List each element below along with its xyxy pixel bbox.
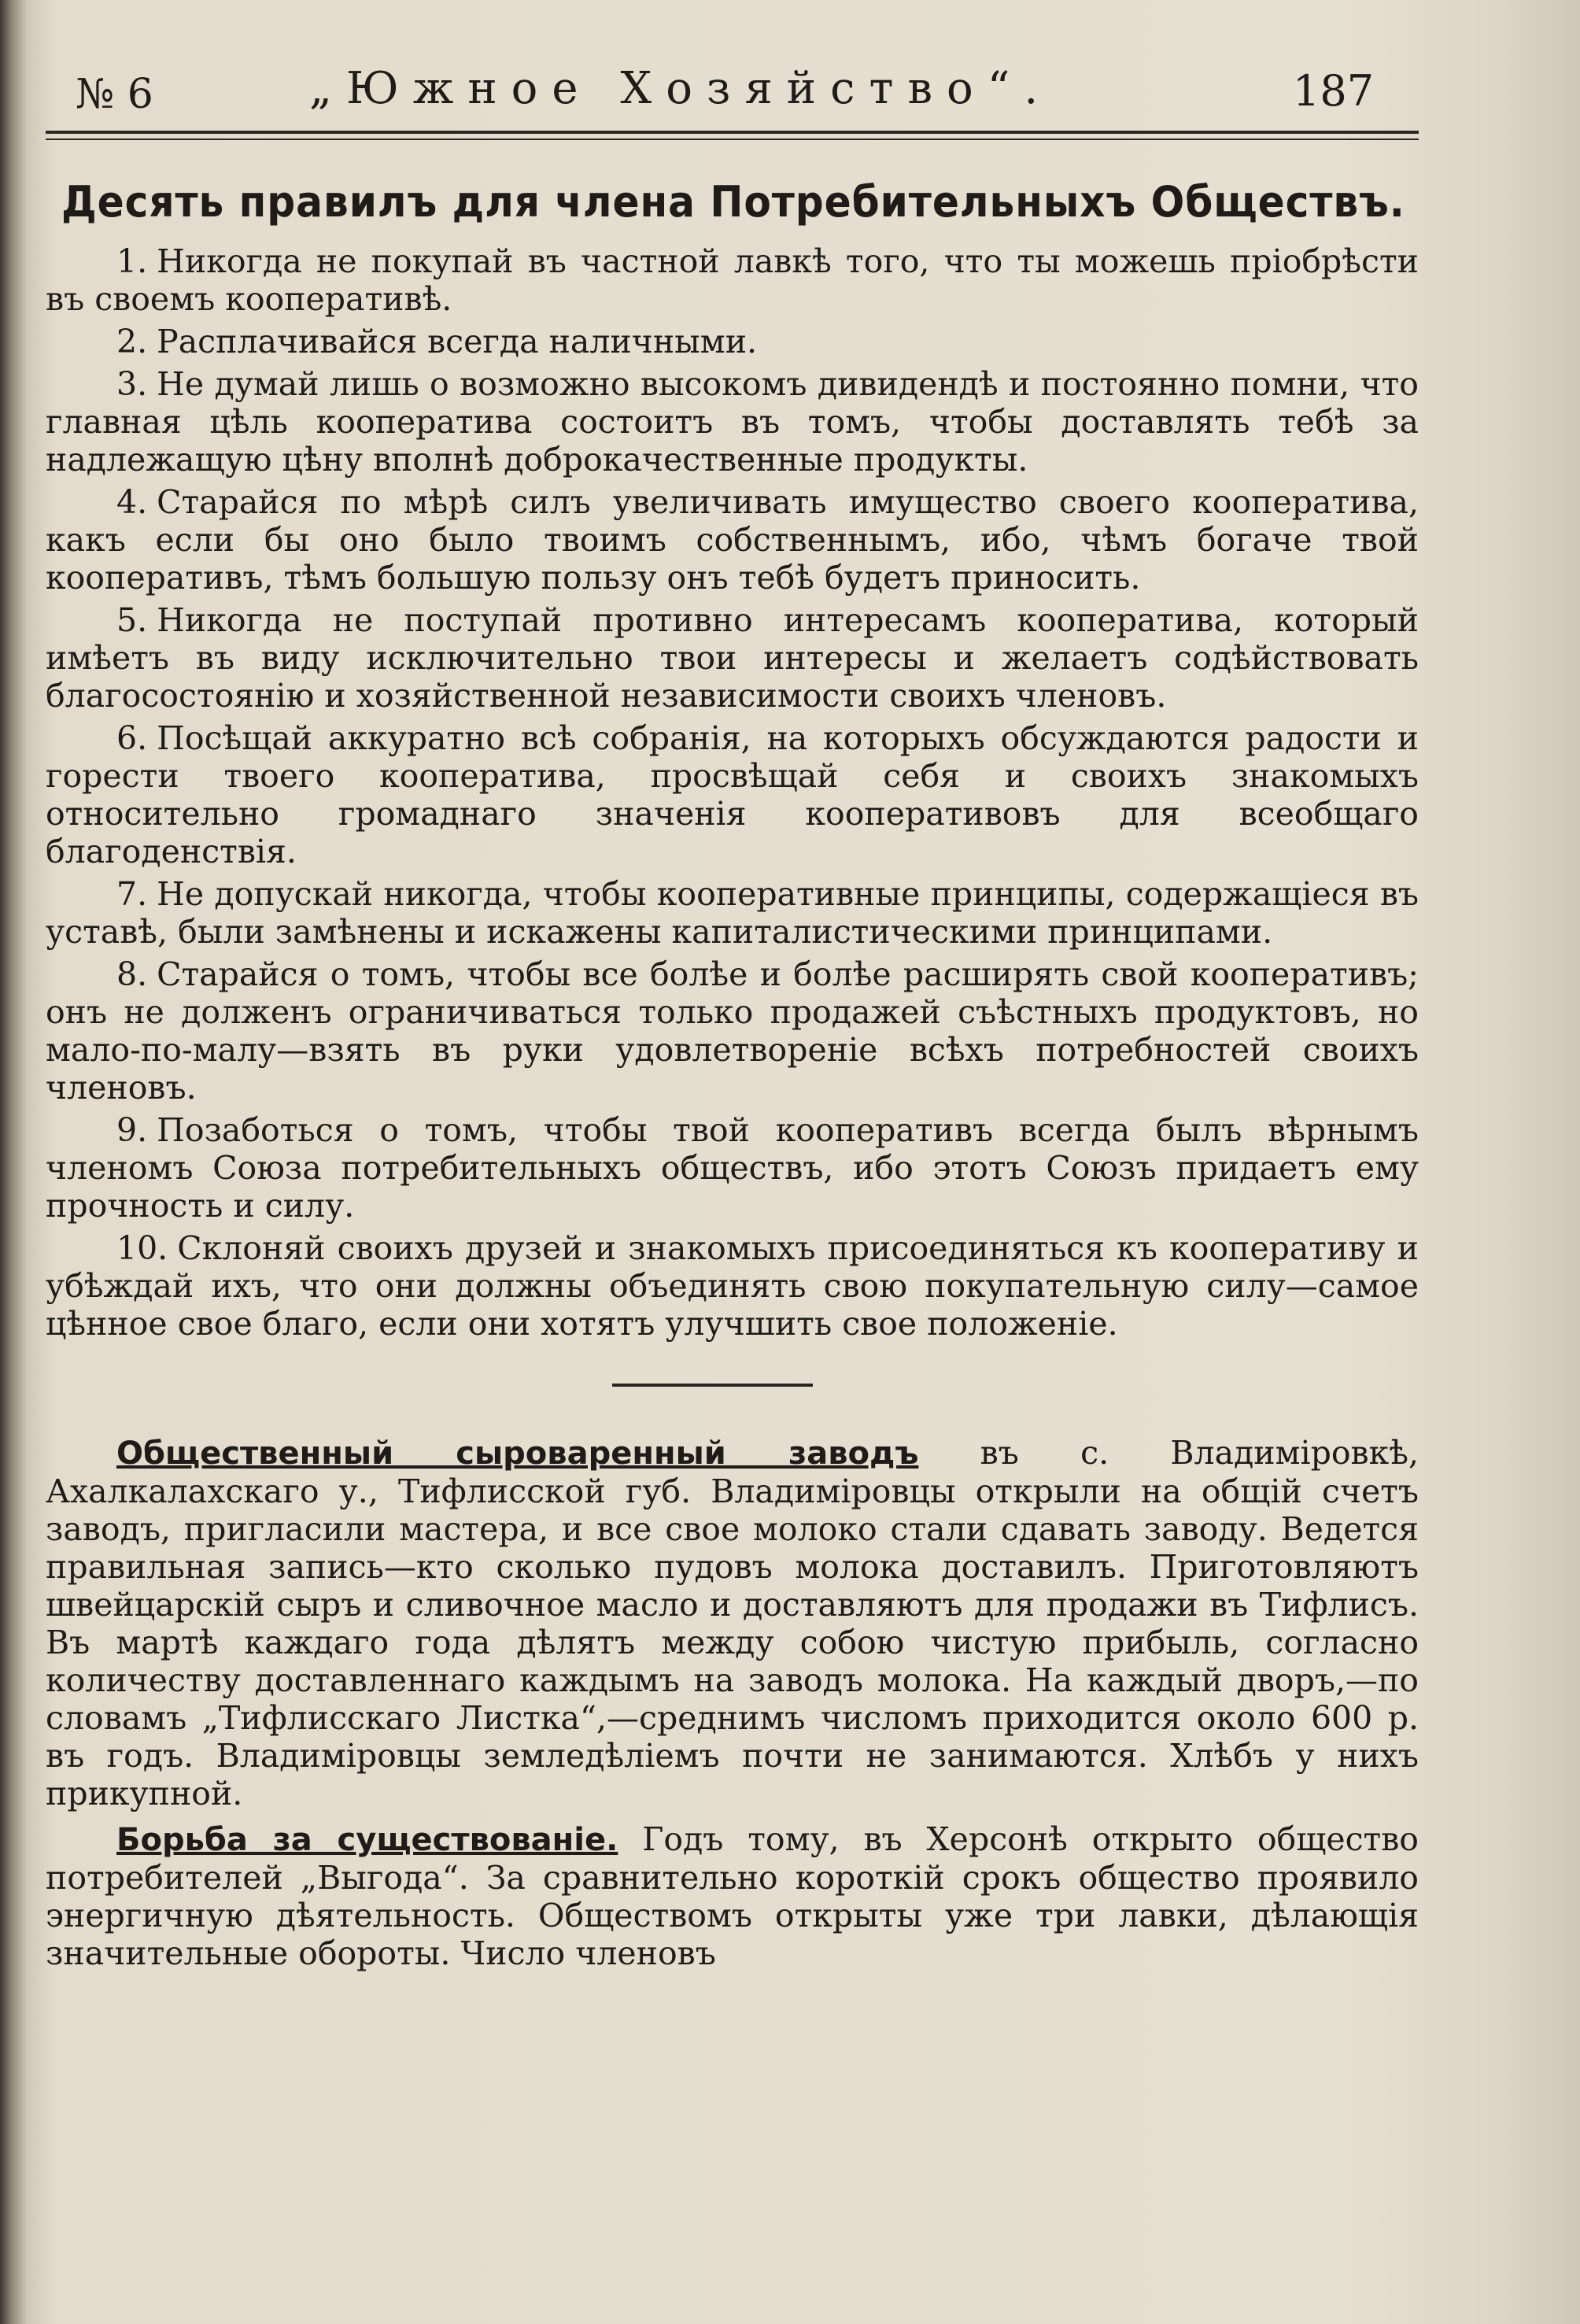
rule-number: 1. (116, 242, 148, 280)
rule-text: Никогда не поступай противно интересамъ кооператива, который имѣетъ въ виду исключительно твои интересы и желаетъ содѣйствовать благосостоянію и хозяйственной независимости своихъ членовъ. (46, 601, 1419, 715)
rule-text: Старайся о томъ, чтобы все болѣе и болѣе расширять свой кооперативъ; онъ не долженъ ограничиваться только продажей съѣстныхъ продуктовъ, но мало-по-малу—взять въ руки удовлетвореніе всѣхъ потребностей своихъ членовъ. (46, 955, 1419, 1107)
rule-text: Не думай лишь о возможно высокомъ дивидендѣ и постоянно помни, что главная цѣль кооператива состоитъ въ томъ, чтобы доставлять тебѣ за надлежащую цѣну вполнѣ доброкачественные продукты. (46, 365, 1419, 478)
rule-item (46, 242, 1419, 318)
rule-item (46, 1229, 1419, 1343)
rule-text: Никогда не покупай въ частной лавкѣ того, что ты можешь пріобрѣсти въ своемъ кооперативѣ. (46, 242, 1419, 318)
news-paragraph (46, 1820, 1419, 1972)
rule-item (46, 601, 1419, 715)
journal-title: „Южное Хозяйство“. (309, 63, 1053, 114)
news-text: въ с. Владиміровкѣ, Ахалкалахскаго у., Тифлисской губ. Владиміровцы открыли на общій счетъ заводъ, пригласили мастера, и все свое молоко стали сдавать заводу. Ведется правильная запись—кто сколько пудовъ молока доставилъ. Приготовляютъ швейцарскій сыръ и сливочное масло и доставляютъ для продажи въ Тифлисъ. Въ мартѣ каждаго года дѣлятъ между собою чистую прибыль, согласно количеству доставленнаго каждымъ на заводъ молока. На каждый дворъ,—по словамъ „Тифлисскаго Листка“,—среднимъ числомъ приходится около 600 р. въ годъ. Владиміровцы земледѣліемъ почти не занимаются. Хлѣбъ у нихъ прикупной. (46, 1434, 1419, 1812)
rule-number: 6. (116, 719, 148, 757)
rule-text: Расплачивайся всегда наличными. (157, 323, 758, 360)
news-lead: Общественный сыроваренный заводъ (116, 1435, 919, 1472)
rule-item (46, 719, 1419, 870)
rule-item (46, 483, 1419, 597)
rule-text: Не допускай никогда, чтобы кооперативные принципы, содержащіеся въ уставѣ, были замѣнены и искажены капиталистическими принципами. (46, 875, 1419, 951)
rule-number: 4. (116, 483, 148, 521)
rule-number: 7. (116, 875, 148, 913)
news-text: Годъ тому, въ Херсонѣ открыто общество потребителей „Выгода“. За сравнительно короткій срокъ общество проявило энергичную дѣятельность. Обществомъ открыты уже три лавки, дѣлающія значительные обороты. Число членовъ (46, 1820, 1419, 1972)
rule-item (46, 365, 1419, 478)
rule-text: Старайся по мѣрѣ силъ увеличивать имущество своего кооператива, какъ если бы оно было твоимъ собственнымъ, ибо, чѣмъ богаче твой кооперативъ, тѣмъ большую пользу онъ тебѣ будетъ приносить. (46, 483, 1419, 597)
news-lead: Борьба за существованіе. (116, 1822, 618, 1858)
section-separator (612, 1384, 813, 1387)
running-header (46, 47, 1419, 134)
rule-text: Позаботься о томъ, чтобы твой кооперативъ всегда былъ вѣрнымъ членомъ Союза потребительныхъ обществъ, ибо этотъ Союзъ придаетъ ему прочность и силу. (46, 1111, 1419, 1225)
rule-text: Склоняй своихъ друзей и знакомыхъ присоединяться къ кооперативу и убѣждай ихъ, что они должны объединять свою покупательную силу—самое цѣнное свое благо, если они хотятъ улучшить свое положеніе. (46, 1229, 1419, 1343)
header-rule-thick (46, 131, 1419, 134)
page-number: 187 (1293, 66, 1375, 116)
rule-item (46, 875, 1419, 951)
rule-text: Посѣщай аккуратно всѣ собранія, на которыхъ обсуждаются радости и горести твоего кооператива, просвѣщай себя и своихъ знакомыхъ относительно громаднаго значенія кооперативовъ для всеобщаго благоденствія. (46, 719, 1419, 870)
rule-number: 8. (116, 955, 148, 993)
page-content (46, 47, 1419, 1980)
header-rule-thin (46, 139, 1419, 140)
issue-number: № 6 (76, 71, 153, 118)
rule-item (46, 955, 1419, 1107)
rule-number: 9. (116, 1111, 148, 1149)
news-paragraph (46, 1434, 1419, 1812)
rule-number: 2. (116, 323, 148, 360)
rule-number: 5. (116, 601, 148, 639)
rules-list (46, 242, 1419, 1343)
rule-number: 10. (116, 1229, 168, 1267)
rule-item (46, 1111, 1419, 1225)
rule-number: 3. (116, 365, 148, 403)
article-title: Десять правилъ для члена Потребительныхъ Обществъ. (61, 177, 1405, 227)
rule-item (46, 323, 1419, 360)
